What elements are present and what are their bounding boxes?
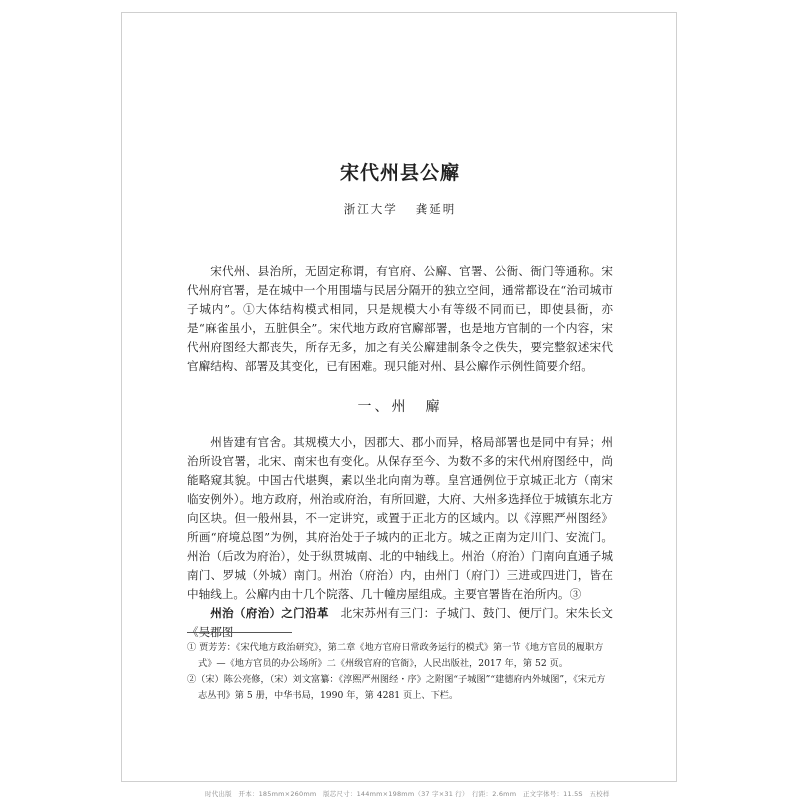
intro-section: [187, 262, 613, 376]
section-body: [187, 433, 613, 642]
article-title: 宋代州县公廨: [339, 162, 460, 184]
footnotes: [187, 640, 613, 704]
subsection-text: 北宋苏州有三门：子城门、鼓门、便厅门。宋朱长文《吴郡图: [187, 606, 613, 639]
intro-paragraph: 宋代州、县治所，无固定称谓，有官府、公廨、官署、公衙、衙门等通称。宋代州府官署，是在城中一个用围墙与民居分隔开的独立空间，通常都设在“治司城市子城内”。①大体结构模式相同，只是规模大小有等级不同而已，即使县衙，亦是“麻雀虽小，五脏俱全”。宋代地方政府官廨部署，也是地方官制的一个内容，宋代州府图经大都丧失，所存无多，加之有关公廨建制条令之佚失，要完整叙述宋代官廨结构、部署及其变化，已有困难。现只能对州、县公廨作示例性简要介绍。: [187, 264, 613, 373]
footnote-1: ① 贾芳芳：《宋代地方政治研究》，第二章《地方官府日常政务运行的模式》第一节《地方官员的履职方式》—《地方官员的办公场所》二《州级官府的官衙》，人民出版社，2017 年，第 52 页。: [187, 642, 604, 669]
subsection-lead: 州治（府治）之门沿革: [210, 606, 329, 620]
byline: [0, 201, 800, 217]
author-affiliation: 浙江大学: [343, 202, 398, 216]
subsection-paragraph: [187, 604, 613, 642]
footnote-2: ②（宋）陈公亮修，（宋）刘文富纂：《淳熙严州图经・序》之附图“子城图”“建德府内外城图”，《宋元方志丛刊》第 5 册，中华书局，1990 年，第 4281 页上、下栏。: [187, 674, 606, 701]
author-name: 龚延明: [415, 202, 457, 216]
footnote-divider: [187, 632, 292, 633]
section-paragraph: 州皆建有官舍。其规模大小，因郡大、郡小而异，格局部署也是同中有异；州治所设官署，北宋、南宋也有变化。从保存至今、为数不多的宋代州府图经中，尚能略窥其貌。中国古代堪舆，素以坐北向南为尊。皇宫通例位于京城正北方（南宋临安例外）。地方政府，州治或府治，有所回避，大府、大州多选择位于城镇东北方向区块。但一般州县，不一定讲究，或置于正北方的区域内。以《淳熙严州图经》所画“府境总图”为例，其府治处于子城内的正北方。城之正南为定川门、安流门。州治（后改为府治），处于纵贯城南、北的中轴线上。州治（府治）门南向直通子城南门、罗城（外城）南门。州治（府治）内，由州门（府门）三进或四进门，皆在中轴线上。公廨内由十几个院落、几十幢房屋组成。主要官署皆在治所内。③: [187, 435, 613, 601]
section-heading: 一、州 廨: [357, 399, 443, 415]
print-metadata: 时代出版 开本：185mm×260mm 版芯尺寸：144mm×198mm（37 字×31 行） 行距：2.6mm 正文字体号：11.5S 五校样: [205, 790, 610, 798]
